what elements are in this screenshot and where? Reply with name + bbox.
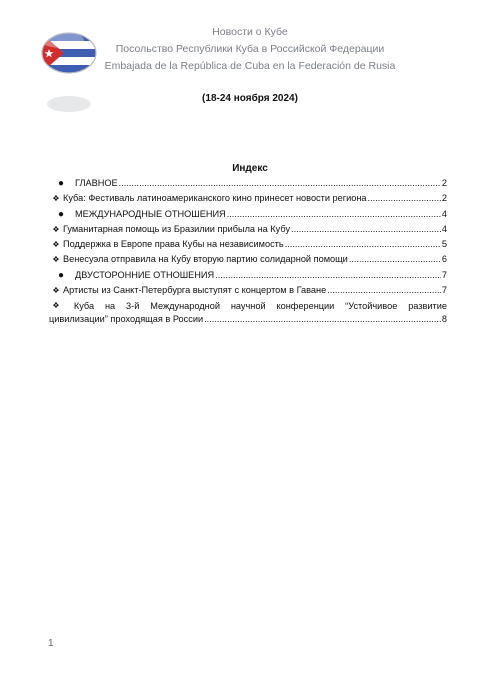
toc-entry-section[interactable]: ● ГЛАВНОЕ ..... 2 — [49, 178, 447, 193]
header-title: Новости о Кубе — [212, 26, 288, 38]
toc-entry[interactable]: ❖ Поддержка в Европе права Кубы на независимость ..... 5 — [49, 239, 447, 254]
cuban-flag-logo — [36, 26, 102, 118]
diamond-bullet-icon: ❖ — [52, 301, 60, 311]
toc-entry-section[interactable]: ● МЕЖДУНАРОДНЫЕ ОТНОШЕНИЯ ..... 4 — [49, 209, 447, 224]
table-of-contents — [49, 178, 447, 325]
bullet-icon: ● — [57, 208, 65, 220]
page-ref: 2 — [441, 178, 447, 188]
diamond-bullet-icon: ❖ — [52, 255, 60, 265]
diamond-bullet-icon: ❖ — [52, 224, 60, 234]
bullet-icon: ● — [57, 178, 65, 189]
diamond-bullet-icon: ❖ — [52, 194, 60, 204]
toc-entry[interactable]: ❖ Гуманитарная помощь из Бразилии прибыла на Кубу ..... 4 — [49, 224, 447, 239]
page-ref: 4 — [441, 223, 447, 234]
bullet-icon: ● — [57, 269, 65, 281]
diamond-bullet-icon: ❖ — [52, 240, 60, 250]
diamond-bullet-icon: ❖ — [52, 286, 60, 296]
date-range: (18-24 ноября 2024) — [202, 93, 298, 104]
page-ref: 4 — [441, 208, 447, 219]
page-ref: 7 — [441, 269, 447, 280]
page-ref: 5 — [441, 239, 447, 250]
page-number: 1 — [48, 638, 54, 649]
toc-entry[interactable]: ❖ Куба на 3-й Международной научной конференции “Устойчивое развитие цивилизации” проходящая в России ..... 8 — [49, 300, 447, 325]
toc-entry[interactable]: ❖ Артисты из Санкт-Петербурга выступят с концертом в Гаване ..... 7 — [49, 285, 447, 300]
toc-title: Индекс — [232, 163, 268, 174]
page-ref: 8 — [441, 313, 447, 324]
header-embassy-ru: Посольство Республики Куба в Российской Федерации — [115, 43, 385, 55]
page-ref: 2 — [441, 193, 447, 204]
toc-entry[interactable]: ❖ Венесуэла отправила на Кубу вторую партию солидарной помощи ..... 6 — [49, 254, 447, 269]
toc-entry[interactable]: ❖ Куба: Фестиваль латиноамериканского кино принесет новости региона ..... 2 — [49, 193, 447, 208]
toc-entry-section[interactable]: ● ДВУСТОРОННИЕ ОТНОШЕНИЯ ..... 7 — [49, 270, 447, 285]
header-embassy-es: Embajada de la República de Cuba en la Federación de Rusia — [104, 60, 396, 72]
page-ref: 7 — [441, 285, 447, 296]
page-ref: 6 — [441, 254, 447, 265]
